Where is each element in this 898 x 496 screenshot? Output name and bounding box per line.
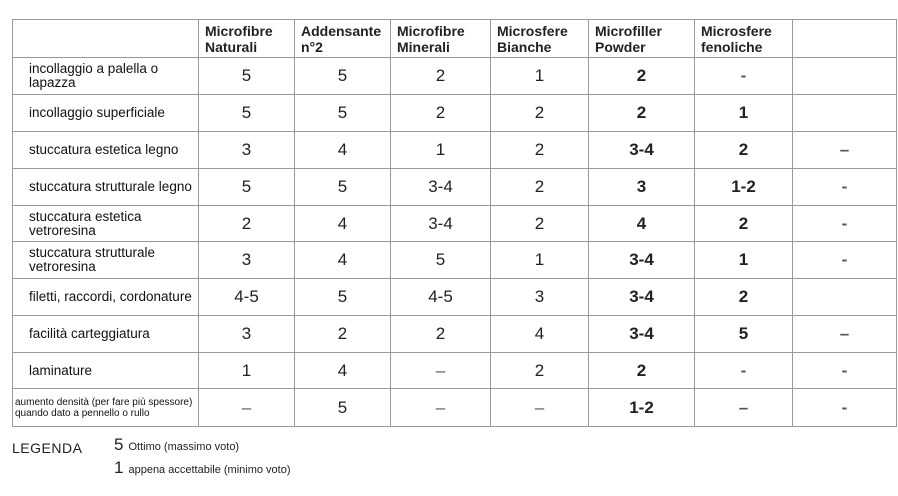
table-row bbox=[13, 95, 897, 132]
table-row bbox=[13, 353, 897, 389]
rating-cell: 3-4 bbox=[589, 279, 695, 316]
column-header: Addensante n°2 bbox=[295, 20, 391, 58]
rating-cell: 2 bbox=[695, 279, 793, 316]
header-row bbox=[13, 20, 897, 58]
table-row bbox=[13, 279, 897, 316]
rating-cell: 4 bbox=[295, 206, 391, 242]
row-label: facilità carteggiatura bbox=[13, 316, 199, 353]
rating-cell: 1 bbox=[491, 242, 589, 279]
rating-cell: 5 bbox=[295, 389, 391, 427]
rating-cell: 3-4 bbox=[589, 242, 695, 279]
rating-cell: 2 bbox=[695, 206, 793, 242]
rating-cell: 2 bbox=[491, 132, 589, 169]
row-label: aumento densità (per fare più spessore) quando dato a pennello o rullo bbox=[13, 389, 199, 427]
rating-cell: 2 bbox=[589, 353, 695, 389]
legend-text: appena accettabile (minimo voto) bbox=[128, 464, 291, 476]
row-label: stuccatura estetica legno bbox=[13, 132, 199, 169]
rating-cell: – bbox=[491, 389, 589, 427]
row-label: laminature bbox=[13, 353, 199, 389]
table-row bbox=[13, 389, 897, 427]
row-label: stuccatura strutturale vetroresina bbox=[13, 242, 199, 279]
table-row bbox=[13, 206, 897, 242]
legend-value: 1 bbox=[114, 458, 124, 477]
rating-cell: 2 bbox=[391, 316, 491, 353]
rating-cell: 2 bbox=[391, 58, 491, 95]
rating-cell: 4 bbox=[295, 242, 391, 279]
column-header: Microsfere Bianche bbox=[491, 20, 589, 58]
rating-cell: 5 bbox=[295, 169, 391, 206]
rating-cell: - bbox=[793, 206, 897, 242]
corner-cell bbox=[13, 20, 199, 58]
rating-cell: – bbox=[793, 132, 897, 169]
rating-cell: 4 bbox=[295, 353, 391, 389]
row-label: incollaggio a palella o lapazza bbox=[13, 58, 199, 95]
rating-cell: 1-2 bbox=[589, 389, 695, 427]
rating-cell: 4-5 bbox=[199, 279, 295, 316]
rating-cell: 2 bbox=[295, 316, 391, 353]
rating-cell: 1-2 bbox=[695, 169, 793, 206]
table-row bbox=[13, 58, 897, 95]
rating-cell: 5 bbox=[199, 95, 295, 132]
legend-title: LEGENDA bbox=[12, 440, 83, 456]
rating-cell: – bbox=[199, 389, 295, 427]
rating-cell: 2 bbox=[199, 206, 295, 242]
rating-cell: 2 bbox=[491, 206, 589, 242]
rating-cell: 1 bbox=[695, 95, 793, 132]
rating-cell: - bbox=[695, 353, 793, 389]
row-label: stuccatura strutturale legno bbox=[13, 169, 199, 206]
rating-cell: 3-4 bbox=[391, 169, 491, 206]
table-row bbox=[13, 242, 897, 279]
legend-item bbox=[114, 435, 239, 455]
rating-cell: 2 bbox=[589, 58, 695, 95]
column-header bbox=[793, 20, 897, 58]
rating-cell: 4 bbox=[589, 206, 695, 242]
legend-value: 5 bbox=[114, 435, 124, 454]
rating-cell: 5 bbox=[295, 95, 391, 132]
column-header: Microfiller Powder bbox=[589, 20, 695, 58]
rating-cell: 5 bbox=[695, 316, 793, 353]
rating-cell: 4 bbox=[491, 316, 589, 353]
rating-cell: 2 bbox=[589, 95, 695, 132]
rating-cell: 1 bbox=[199, 353, 295, 389]
rating-cell: 3-4 bbox=[589, 132, 695, 169]
rating-cell: 2 bbox=[391, 95, 491, 132]
rating-cell: - bbox=[793, 389, 897, 427]
rating-cell: - bbox=[793, 169, 897, 206]
rating-cell: 2 bbox=[491, 353, 589, 389]
rating-cell: 5 bbox=[391, 242, 491, 279]
rating-cell bbox=[793, 58, 897, 95]
legend-item bbox=[114, 458, 291, 478]
rating-cell: 1 bbox=[491, 58, 589, 95]
rating-cell: 5 bbox=[199, 169, 295, 206]
rating-cell: 5 bbox=[295, 58, 391, 95]
rating-cell: 2 bbox=[491, 169, 589, 206]
rating-cell: – bbox=[391, 353, 491, 389]
rating-cell: 4-5 bbox=[391, 279, 491, 316]
rating-cell: 1 bbox=[695, 242, 793, 279]
rating-cell: 3 bbox=[199, 316, 295, 353]
row-label: incollaggio superficiale bbox=[13, 95, 199, 132]
rating-cell: 4 bbox=[295, 132, 391, 169]
rating-cell: 3-4 bbox=[391, 206, 491, 242]
rating-cell: 2 bbox=[491, 95, 589, 132]
rating-cell: - bbox=[695, 58, 793, 95]
rating-cell: 3 bbox=[199, 132, 295, 169]
rating-cell: 5 bbox=[199, 58, 295, 95]
rating-cell: 3-4 bbox=[589, 316, 695, 353]
rating-cell: – bbox=[695, 389, 793, 427]
compatibility-table bbox=[12, 19, 897, 427]
table-row bbox=[13, 316, 897, 353]
column-header: Microfibre Minerali bbox=[391, 20, 491, 58]
rating-cell: 1 bbox=[391, 132, 491, 169]
table-row bbox=[13, 169, 897, 206]
rating-cell: 3 bbox=[199, 242, 295, 279]
column-header: Microsfere fenoliche bbox=[695, 20, 793, 58]
rating-cell: – bbox=[793, 316, 897, 353]
rating-cell: 5 bbox=[295, 279, 391, 316]
rating-cell: 2 bbox=[695, 132, 793, 169]
rating-cell: – bbox=[391, 389, 491, 427]
row-label: filetti, raccordi, cordonature bbox=[13, 279, 199, 316]
row-label: stuccatura estetica vetroresina bbox=[13, 206, 199, 242]
legend-text: Ottimo (massimo voto) bbox=[128, 441, 240, 453]
rating-cell: 3 bbox=[589, 169, 695, 206]
rating-cell: - bbox=[793, 353, 897, 389]
rating-cell: 3 bbox=[491, 279, 589, 316]
rating-cell: - bbox=[793, 242, 897, 279]
table-row bbox=[13, 132, 897, 169]
column-header: Microfibre Naturali bbox=[199, 20, 295, 58]
rating-cell bbox=[793, 95, 897, 132]
rating-cell bbox=[793, 279, 897, 316]
